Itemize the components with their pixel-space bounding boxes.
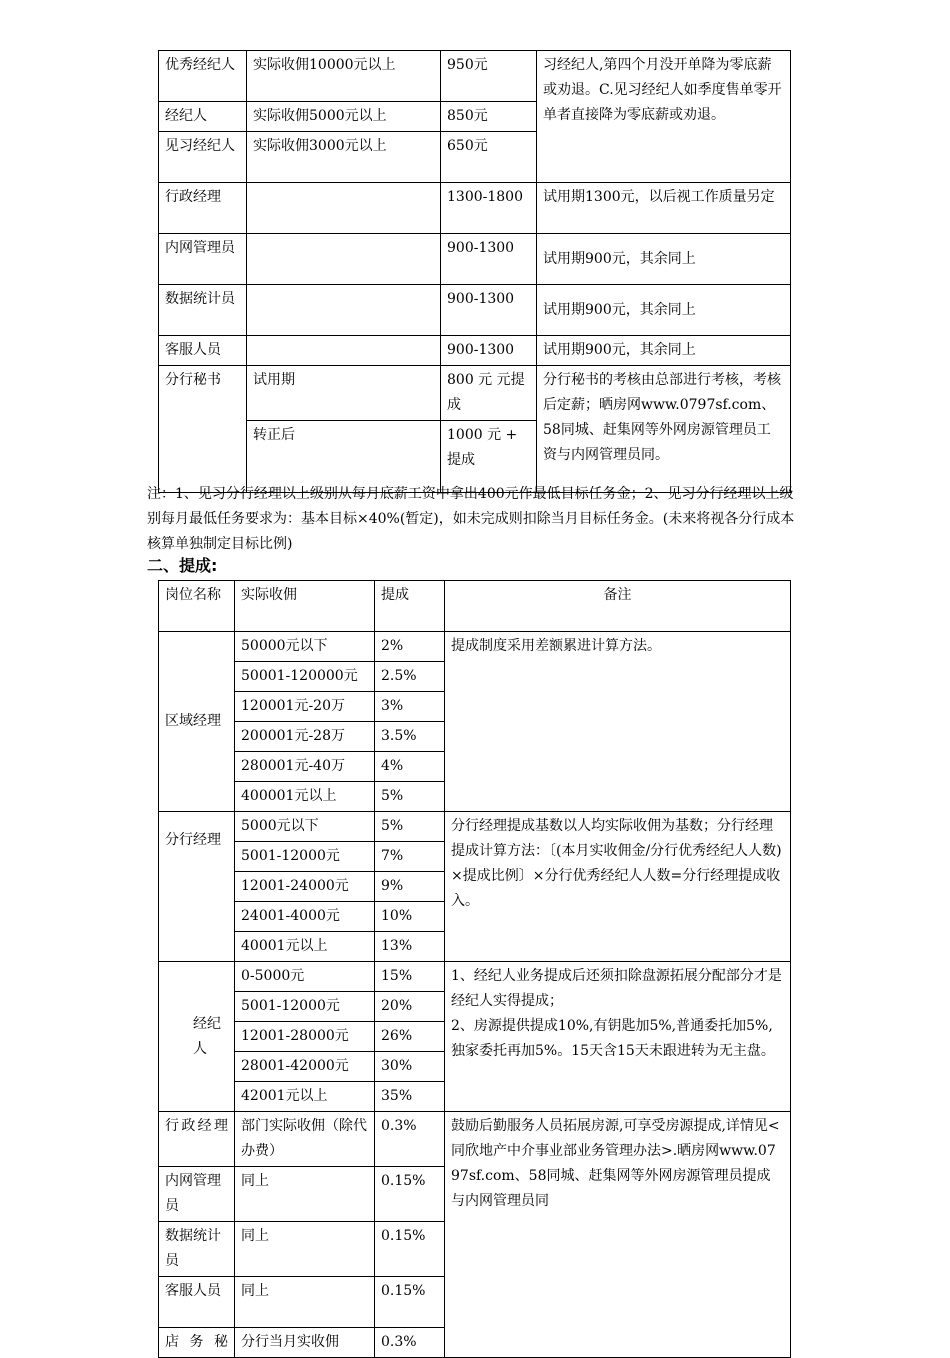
header-cell: 实际收佣	[235, 581, 375, 632]
post-cell: 客服人员	[159, 336, 247, 366]
salary-cell: 1300-1800	[441, 183, 537, 234]
post-cell: 行政经理	[159, 1112, 235, 1167]
note-line: 2、房源提供提成10%,有钥匙加5%,普通委托加5%,独家委托再加5%。15天含15天未跟进转为无主盘。	[451, 1018, 775, 1059]
rate-cell: 10%	[375, 902, 445, 932]
post-cell: 见习经纪人	[159, 132, 247, 183]
range-cell: 5001-12000元	[235, 842, 375, 872]
header-cell: 岗位名称	[159, 581, 235, 632]
rate-cell: 0.15%	[375, 1222, 445, 1277]
table-header-row	[159, 581, 791, 632]
rate-cell: 2.5%	[375, 662, 445, 692]
post-cell: 分行秘书	[159, 366, 247, 493]
salary-cell: 850元	[441, 102, 537, 132]
note-cell: 提成制度采用差额累进计算方法。	[445, 632, 791, 812]
post-cell: 经纪人	[159, 962, 235, 1112]
rate-cell: 0.3%	[375, 1328, 445, 1358]
condition-cell: 实际收佣3000元以上	[247, 132, 441, 183]
rate-cell: 4%	[375, 752, 445, 782]
salary-cell: 900-1300	[441, 285, 537, 336]
range-cell: 200001元-28万	[235, 722, 375, 752]
range-cell: 50000元以下	[235, 632, 375, 662]
condition-cell	[247, 336, 441, 366]
base-cell: 同上	[235, 1222, 375, 1277]
table-row	[159, 336, 791, 366]
base-cell: 同上	[235, 1167, 375, 1222]
rate-cell: 26%	[375, 1022, 445, 1052]
range-cell: 42001元以上	[235, 1082, 375, 1112]
post-cell: 优秀经纪人	[159, 51, 247, 102]
post-cell: 客服人员	[159, 1277, 235, 1328]
note-line: 1、经纪人业务提成后还须扣除盘源拓展分配部分才是经纪人实得提成；	[451, 968, 782, 1009]
note-cell	[445, 962, 791, 1112]
rate-cell: 5%	[375, 782, 445, 812]
table-row	[159, 1112, 791, 1167]
table-row	[159, 632, 791, 662]
table-row	[159, 962, 791, 992]
note-cell: 试用期1300元，以后视工作质量另定	[537, 183, 791, 234]
post-cell: 数据统计员	[159, 285, 247, 336]
range-cell: 12001-28000元	[235, 1022, 375, 1052]
footnote: 注：1、见习分行经理以上级别从每月底薪工资中拿出400元作最低目标任务金；2、见习分行经理以上级别每月最低任务要求为：基本目标×40%(暂定)，如未完成则扣除当月目标任务金。(未来将视各分行成本核算单独制定目标比例)	[147, 486, 795, 552]
range-cell: 12001-24000元	[235, 872, 375, 902]
rate-cell: 30%	[375, 1052, 445, 1082]
condition-cell	[247, 285, 441, 336]
table-row	[159, 812, 791, 842]
condition-cell: 实际收佣5000元以上	[247, 102, 441, 132]
note-cell: 分行经理提成基数以人均实际收佣为基数；分行经理提成计算方法：〔(本月实收佣金/分行优秀经纪人人数)×提成比例〕×分行优秀经纪人人数=分行经理提成收入。	[445, 812, 791, 962]
post-cell: 行政经理	[159, 183, 247, 234]
commission-table	[158, 580, 791, 1358]
condition-cell: 试用期	[247, 366, 441, 421]
range-cell: 40001元以上	[235, 932, 375, 962]
note-cell: 习经纪人,第四个月没开单降为零底薪或劝退。C.见习经纪人如季度售单零开单者直接降为零底薪或劝退。	[537, 51, 791, 183]
rate-cell: 5%	[375, 812, 445, 842]
note-cell: 分行秘书的考核由总部进行考核，考核后定薪；晒房网www.0797sf.com、58同城、赶集网等外网房源管理员工资与内网管理员同。	[537, 366, 791, 493]
post-cell: 内网管理员	[159, 234, 247, 285]
range-cell: 24001-4000元	[235, 902, 375, 932]
rate-cell: 13%	[375, 932, 445, 962]
rate-cell: 0.15%	[375, 1277, 445, 1328]
salary-cell: 950元	[441, 51, 537, 102]
salary-cell: 900-1300	[441, 336, 537, 366]
range-cell: 120001元-20万	[235, 692, 375, 722]
condition-cell	[247, 183, 441, 234]
salary-cell: 900-1300	[441, 234, 537, 285]
range-cell: 5000元以下	[235, 812, 375, 842]
rate-cell: 0.15%	[375, 1167, 445, 1222]
range-cell: 400001元以上	[235, 782, 375, 812]
table-row	[159, 234, 791, 285]
header-cell: 备注	[445, 581, 791, 632]
table-row	[159, 366, 791, 421]
note-cell: 试用期900元，其余同上	[537, 285, 791, 336]
post-cell: 经纪人	[159, 102, 247, 132]
condition-cell: 实际收佣10000元以上	[247, 51, 441, 102]
rate-cell: 20%	[375, 992, 445, 1022]
note-cell: 试用期900元，其余同上	[537, 234, 791, 285]
rate-cell: 3%	[375, 692, 445, 722]
post-cell: 店务秘	[159, 1328, 235, 1358]
range-cell: 28001-42000元	[235, 1052, 375, 1082]
table-row	[159, 51, 791, 102]
post-cell: 区域经理	[159, 632, 235, 812]
base-cell: 部门实际收佣（除代办费）	[235, 1112, 375, 1167]
rate-cell: 0.3%	[375, 1112, 445, 1167]
salary-table	[158, 50, 791, 493]
rate-cell: 35%	[375, 1082, 445, 1112]
note-cell: 试用期900元，其余同上	[537, 336, 791, 366]
range-cell: 50001-120000元	[235, 662, 375, 692]
rate-cell: 3.5%	[375, 722, 445, 752]
post-cell: 内网管理员	[159, 1167, 235, 1222]
table-row	[159, 285, 791, 336]
note-cell: 鼓励后勤服务人员拓展房源,可享受房源提成,详情见<同欣地产中介事业部业务管理办法>.晒房网www.0797sf.com、58同城、赶集网等外网房源管理员提成与内网管理员同	[445, 1112, 791, 1358]
condition-cell	[247, 234, 441, 285]
post-cell: 数据统计员	[159, 1222, 235, 1277]
salary-cell: 1000 元 + 提成	[441, 421, 537, 493]
rate-cell: 9%	[375, 872, 445, 902]
post-cell: 分行经理	[159, 812, 235, 962]
condition-cell: 转正后	[247, 421, 441, 493]
rate-cell: 15%	[375, 962, 445, 992]
range-cell: 5001-12000元	[235, 992, 375, 1022]
base-cell: 同上	[235, 1277, 375, 1328]
table-row	[159, 183, 791, 234]
salary-cell: 800 元 元提成	[441, 366, 537, 421]
header-cell: 提成	[375, 581, 445, 632]
salary-cell: 650元	[441, 132, 537, 183]
section-title: 二、提成:	[147, 556, 218, 575]
range-cell: 280001元-40万	[235, 752, 375, 782]
rate-cell: 7%	[375, 842, 445, 872]
rate-cell: 2%	[375, 632, 445, 662]
range-cell: 0-5000元	[235, 962, 375, 992]
base-cell: 分行当月实收佣	[235, 1328, 375, 1358]
